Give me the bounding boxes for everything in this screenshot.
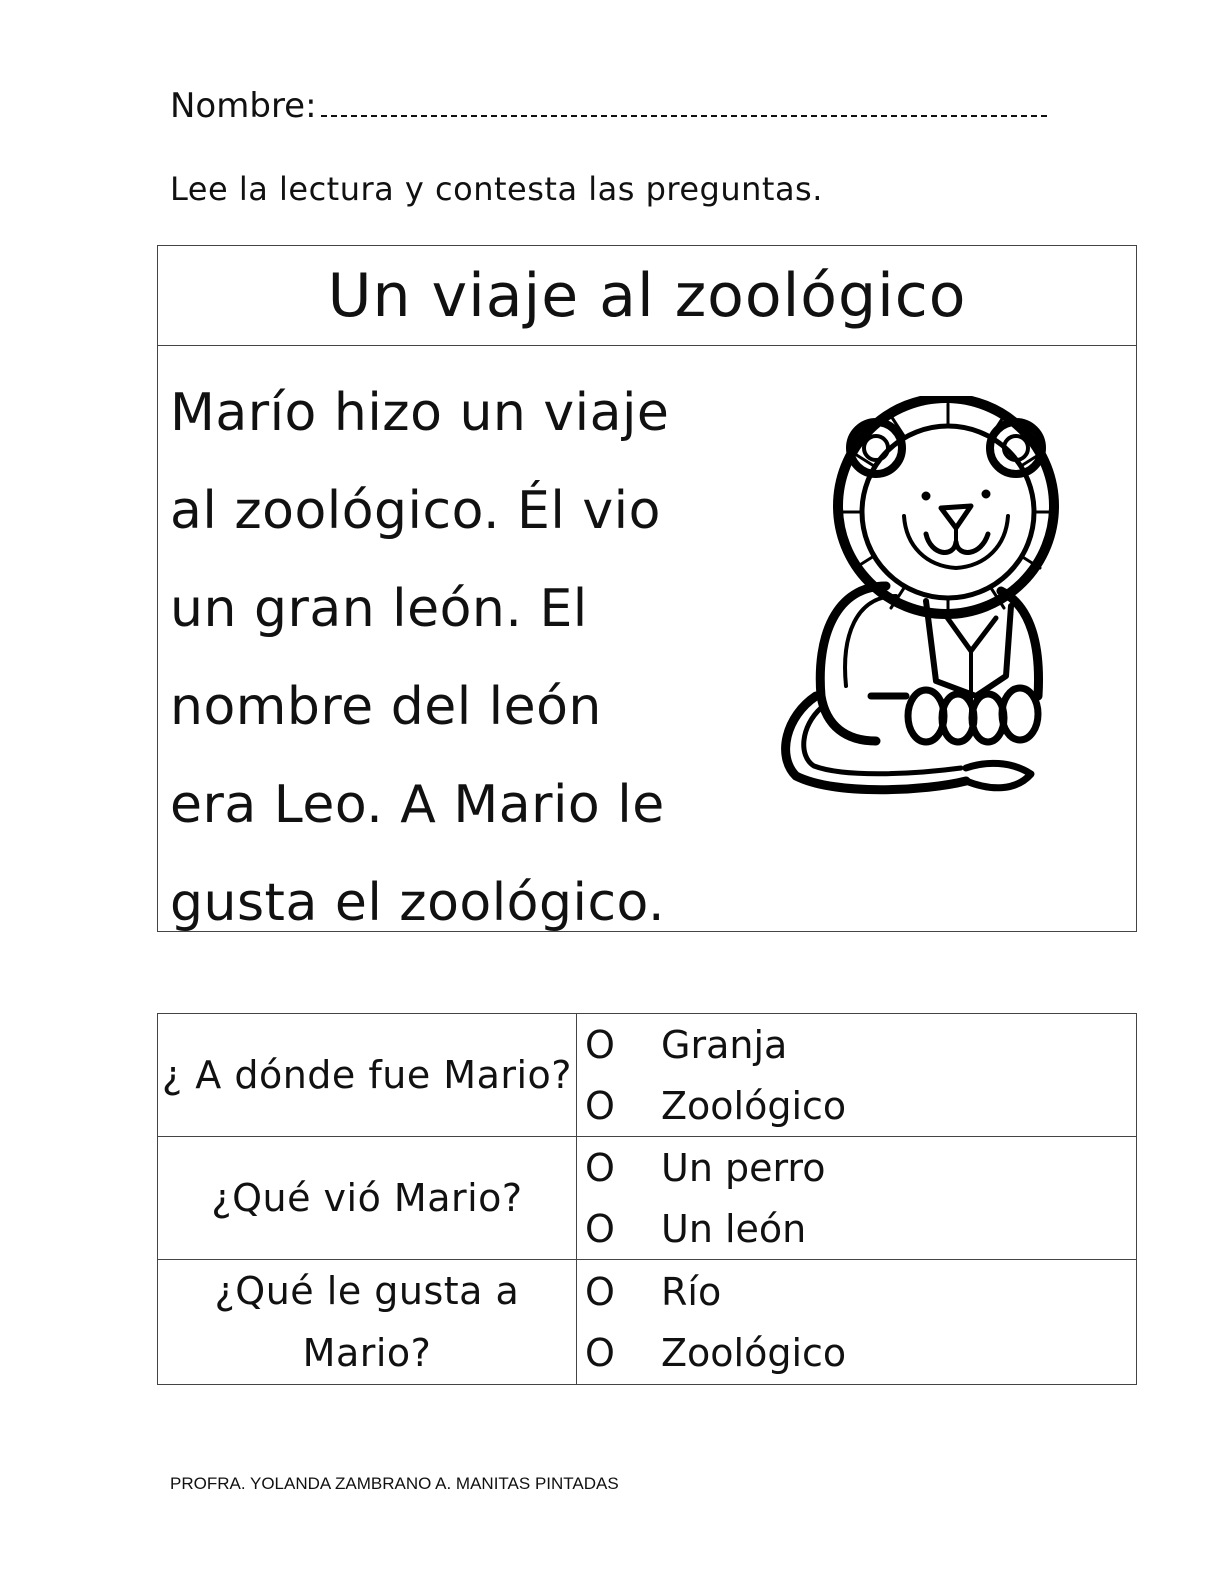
passage-line: era Leo. A Mario le [170,775,665,835]
answer-options [577,1260,1137,1385]
lion-illustration [776,396,1066,816]
option-circle[interactable]: O [585,1206,615,1251]
answer-option[interactable] [585,1322,1136,1383]
questions-table [157,1013,1137,1385]
question-text: ¿ A dónde fue Mario? [158,1014,577,1137]
option-circle[interactable]: O [585,1145,615,1190]
answer-options [577,1014,1137,1137]
option-label: Zoológico [661,1083,847,1128]
answer-options [577,1137,1137,1260]
name-label: Nombre: [170,86,317,126]
option-label: Un león [661,1206,807,1251]
option-circle[interactable]: O [585,1330,615,1375]
answer-option[interactable] [585,1198,1136,1259]
passage-line: un gran león. El [170,579,588,639]
name-blank-line[interactable] [321,111,1047,117]
answer-option[interactable] [585,1014,1136,1075]
reading-title: Un viaje al zoológico [158,246,1136,346]
reading-passage [170,364,790,952]
name-field [170,86,1047,126]
instructions: Lee la lectura y contesta las preguntas. [170,170,823,208]
option-label: Granja [661,1022,788,1067]
option-label: Río [661,1269,722,1314]
passage-line: gusta el zoológico. [170,873,665,933]
option-label: Un perro [661,1145,826,1190]
passage-line: nombre del león [170,677,602,737]
option-label: Zoológico [661,1330,847,1375]
question-row [158,1014,1137,1137]
answer-option[interactable] [585,1261,1136,1322]
reading-box [157,245,1137,932]
option-circle[interactable]: O [585,1083,615,1128]
question-row [158,1260,1137,1385]
answer-option[interactable] [585,1075,1136,1136]
footer-credit: PROFRA. YOLANDA ZAMBRANO A. MANITAS PINTADAS [170,1474,619,1493]
question-text: ¿Qué le gusta a Mario? [158,1260,577,1385]
question-text: ¿Qué vió Mario? [158,1137,577,1260]
passage-line: al zoológico. Él vio [170,481,661,541]
passage-line: Marío hizo un viaje [170,383,670,443]
answer-option[interactable] [585,1137,1136,1198]
question-row [158,1137,1137,1260]
option-circle[interactable]: O [585,1269,615,1314]
option-circle[interactable]: O [585,1022,615,1067]
